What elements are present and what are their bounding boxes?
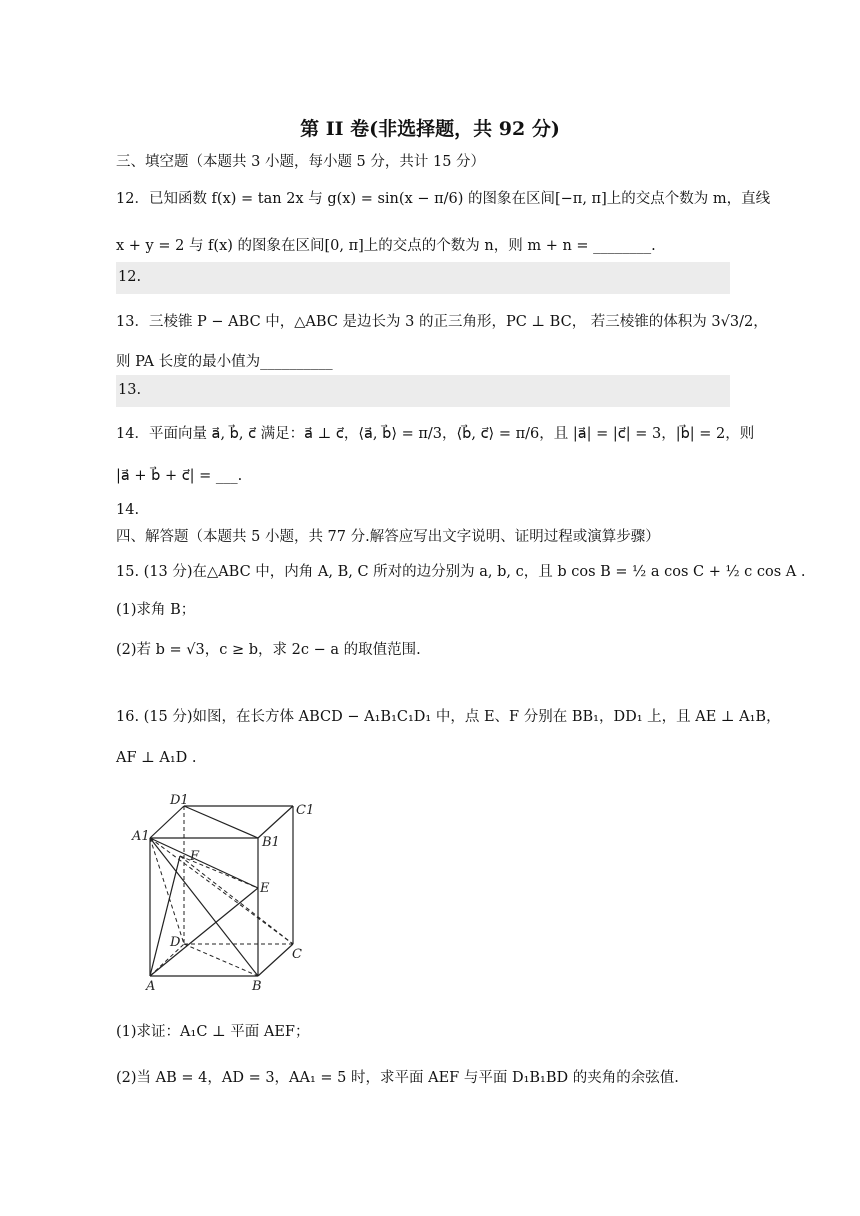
- page-title: 第 II 卷(非选择题，共 92 分): [300, 118, 560, 140]
- label-B1: B1: [262, 835, 280, 850]
- q16-line2: AF ⊥ A₁D .: [116, 750, 197, 766]
- section-3-heading: 三、填空题（本题共 3 小题，每小题 5 分，共计 15 分）: [116, 154, 486, 170]
- label-C: C: [292, 947, 302, 962]
- q16-line1: 16. (15 分)如图，在长方体 ABCD − A₁B₁C₁D₁ 中，点 E、F 分别在 BB₁，DD₁ 上，且 AE ⊥ A₁B，: [116, 709, 781, 725]
- q16-part2: (2)当 AB = 4，AD = 3，AA₁ = 5 时，求平面 AEF 与平面 D₁B₁BD 的夹角的余弦值.: [116, 1070, 679, 1086]
- q14-line2: |a⃗ + b⃗ + c⃗| = ___.: [116, 468, 243, 484]
- label-A1: A1: [132, 829, 150, 844]
- q14-answer-label: 14.: [116, 502, 140, 518]
- q15-part2: (2)若 b = √3，c ≥ b，求 2c − a 的取值范围.: [116, 642, 421, 658]
- label-F: F: [190, 849, 200, 864]
- q12-answer-label: 12.: [118, 269, 142, 285]
- cuboid-figure: [128, 788, 318, 994]
- q12-line1: 12．已知函数 f(x) = tan 2x 与 g(x) = sin(x − π/6) 的图象在区间[−π, π]上的交点个数为 m，直线: [116, 191, 771, 207]
- q13-line2: 则 PA 长度的最小值为__________: [116, 354, 333, 370]
- q14-line1: 14．平面向量 a⃗, b⃗, c⃗ 满足：a⃗ ⊥ c⃗，⟨a⃗, b⃗⟩ = π/3，⟨b⃗, c⃗⟩ = π/6，且 |a⃗| = |c⃗| = 3，|b⃗| = 2，则: [116, 426, 755, 442]
- label-D: D: [170, 935, 181, 950]
- q13-answer-label: 13.: [118, 382, 142, 398]
- label-E: E: [260, 881, 270, 896]
- q15-part1: (1)求角 B；: [116, 602, 196, 618]
- label-A: A: [146, 979, 156, 994]
- q16-part1: (1)求证：A₁C ⊥ 平面 AEF；: [116, 1024, 310, 1040]
- q12-answer-box[interactable]: [116, 262, 730, 294]
- label-C1: C1: [296, 803, 315, 818]
- label-D1: D1: [170, 793, 189, 808]
- q15-line1: 15. (13 分)在△ABC 中，内角 A, B, C 所对的边分别为 a, b, c，且 b cos B = ½ a cos C + ½ c cos A .: [116, 564, 806, 580]
- q13-answer-box[interactable]: [116, 375, 730, 407]
- q13-line1: 13．三棱锥 P − ABC 中，△ABC 是边长为 3 的正三角形，PC ⊥ BC， 若三棱锥的体积为 3√3/2，: [116, 314, 768, 330]
- label-B: B: [252, 979, 262, 994]
- section-4-heading: 四、解答题（本题共 5 小题，共 77 分.解答应写出文字说明、证明过程或演算步骤）: [116, 529, 660, 545]
- q12-line2: x + y = 2 与 f(x) 的图象在区间[0, π]上的交点的个数为 n，则 m + n = ________.: [116, 238, 656, 254]
